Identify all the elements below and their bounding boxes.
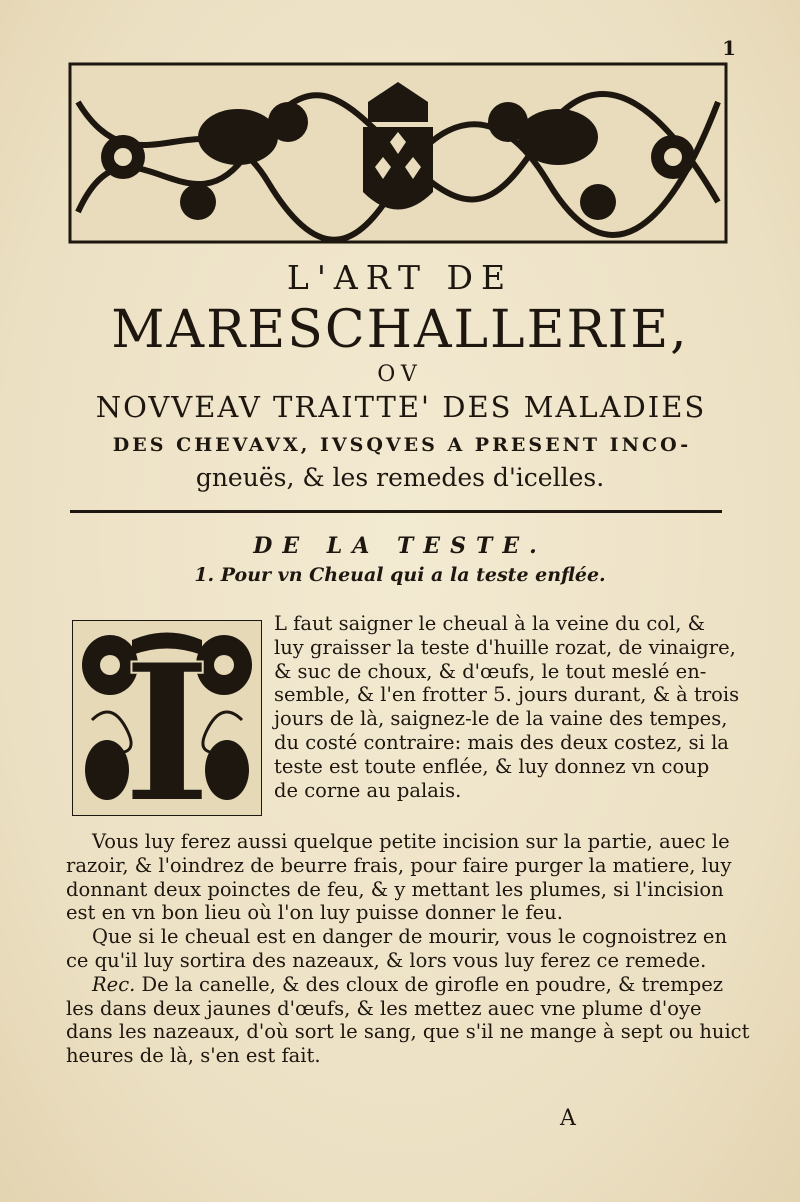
text-line: heures de là, s'en est fait.: [66, 1044, 321, 1068]
title-line-2: MARESCHALLERIE,: [111, 300, 689, 360]
signature-mark: A: [560, 1106, 576, 1131]
section-title: DE LA TESTE.: [253, 533, 547, 559]
text-line: teste est toute enflée, & luy donnez vn coup: [274, 754, 710, 778]
title-line-5: DES CHEVAVX, IVSQVES A PRESENT INCO-: [112, 434, 692, 456]
text-line: jours de là, saignez-le de la vaine des tempes,: [274, 707, 728, 731]
drop-cap-paragraph: [274, 612, 740, 802]
decorated-initial: [72, 620, 262, 816]
title-line-3: OV: [377, 362, 423, 387]
text-line: L faut saigner le cheual à la veine du col, &: [274, 612, 706, 635]
text-line: ce qu'il luy sortira des nazeaux, & lors vous luy ferez ce remede.: [66, 948, 707, 972]
text-line: razoir, & l'oindrez de beurre frais, pour faire purger la matiere, luy: [66, 853, 732, 877]
text-line: De la canelle, & des cloux de girofle en poudre, & trempez: [141, 972, 724, 996]
text-line: luy graisser la teste d'huille rozat, de vinaigre,: [274, 635, 736, 659]
title-line-4: NOVVEAV TRAITTE' DES MALADIES: [95, 390, 707, 424]
text-line: Que si le cheual est en danger de mourir, vous le cognoistrez en: [92, 925, 728, 949]
text-line: Vous luy ferez aussi quelque petite incision sur la partie, auec le: [92, 830, 730, 853]
drop-cap-letter: I: [122, 622, 212, 816]
text-line: du costé contraire: mais des deux costez, si la: [274, 730, 729, 754]
text-line: de corne au palais.: [274, 778, 462, 802]
title-line-6: gneuës, & les remedes d'icelles.: [195, 463, 605, 492]
text-line: les dans deux jaunes d'œufs, & les mettez auec vne plume d'oye: [66, 996, 702, 1020]
title-line-1: L'ART DE: [286, 258, 514, 297]
horizontal-rule: [70, 510, 722, 513]
text-line: donnant deux poinctes de feu, & y mettant les plumes, si l'incision: [66, 877, 724, 901]
text-line: est en vn bon lieu où l'on luy puisse donner le feu.: [66, 901, 563, 925]
text-line: & suc de choux, & d'œufs, le tout meslé en-: [274, 659, 707, 683]
ornamental-headpiece-image: [68, 62, 728, 244]
recipe-abbreviation: Rec.: [92, 972, 136, 996]
body-paragraphs: [66, 830, 750, 1068]
page-number: 1: [722, 36, 736, 60]
recipe-line: [66, 973, 736, 997]
text-line: semble, & l'en frotter 5. jours durant, & à trois: [274, 683, 740, 707]
text-line: dans les nazeaux, d'où sort le sang, que s'il ne mange à sept ou huict: [66, 1020, 750, 1044]
subsection-title: 1. Pour vn Cheual qui a la teste enflée.: [194, 564, 606, 586]
